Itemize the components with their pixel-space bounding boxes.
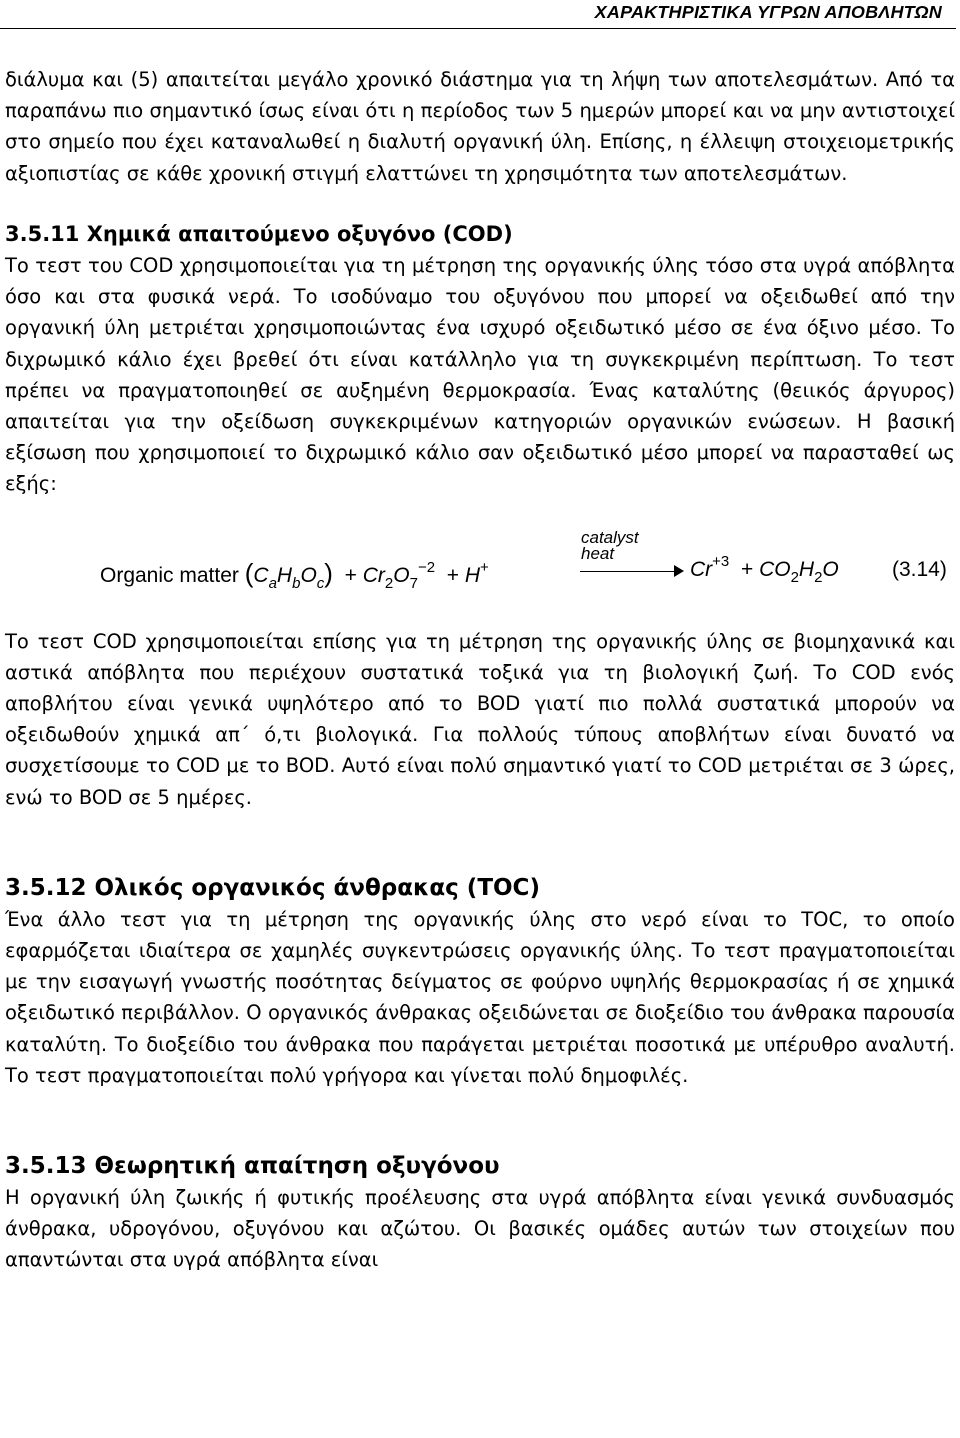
arrow-condition-heat: heat bbox=[581, 543, 615, 563]
arrow-condition-catalyst: catalyst bbox=[581, 527, 639, 547]
eq-plus-1: + bbox=[344, 563, 357, 587]
eq-rhs-cr: Cr bbox=[690, 557, 713, 581]
intro-paragraph: διάλυμα και (5) απαιτείται μεγάλο χρονικό διάστημα για τη λήψη των αποτελεσμάτων. Από τα παραπάνω πιο σημαντικό ίσως είναι ότι η περίοδος των 5 ημερών μπορεί και να μην αντιστοιχεί στο σημείο που έχει καταναλωθεί η διαλυτή οργανική ύλη. Επίσης, η έλλειψη στοιχειομετρικής αξιοπιστίας σε κάθε χρονική στιγμή ελαττώνει τη χρησιμότητα των αποτελεσμάτων. bbox=[5, 68, 955, 185]
eq-o: O bbox=[300, 563, 317, 587]
equation-lhs bbox=[100, 557, 489, 592]
cod-paragraph-2: Το τεστ COD χρησιμοποιείται επίσης για τη μέτρηση της οργανικής ύλης σε βιομηχανικά και αστικά απόβλητα που περιέχουν συστατικά τοξικά για τη βιολογική ζωή. Το COD ενός αποβλήτου είναι γενικά υψηλότερο από το BOD γιατί πιο πολλά συστατικά μπορούν να οξειδωθούν χημικά απ΄ ό,τι βιολογικά. Για πολλούς τύπους αποβλήτων είναι δυνατό να συσχετίσουμε το COD με το BOD. Αυτό είναι πολύ σημαντικό γιατί το COD μετριέται σε 3 ώρες, ενώ το BOD σε 5 ημέρες. bbox=[5, 629, 955, 809]
eq-sup-plus3: +3 bbox=[712, 552, 730, 570]
eq-cr: Cr bbox=[362, 563, 385, 587]
paren-close: ) bbox=[324, 557, 333, 588]
eq-plus-3: + bbox=[740, 557, 754, 581]
eq-rhs-o: O bbox=[822, 557, 839, 581]
arrow-head-icon bbox=[674, 565, 684, 577]
reaction-arrow bbox=[578, 524, 688, 584]
eq-sub-a: a bbox=[268, 574, 277, 592]
spacer bbox=[5, 189, 955, 219]
eq-rhs-h: H bbox=[798, 557, 815, 581]
page-header bbox=[0, 0, 956, 29]
equation-3-14 bbox=[5, 518, 955, 610]
spacer bbox=[5, 813, 955, 873]
equation-rhs bbox=[690, 552, 839, 586]
toc-paragraph: Ένα άλλο τεστ για τη μέτρηση της οργανικής ύλης στο νερό είναι το TOC, το οποίο εφαρμόζεται ιδιαίτερα σε χαμηλές συγκεντρώσεις οργανικής ύλης. Το τεστ πραγματοποιείται με την εισαγωγή γνωστής ποσότητας δείγματος σε φούρνο υψηλής θερμοκρασίας ή σε χημικά οξειδωτικό περιβάλλον. Ο οργανικός άνθρακας οξειδώνεται σε διοξείδιο του άνθρακα παρουσία καταλύτη. Το διοξείδιο του άνθρακα που παράγεται μετριέται ποσοτικά με υπέρυθρο αναλυτή. Το τεστ πραγματοποιείται πολύ γρήγορα και γίνεται πολύ δημοφιλές. bbox=[5, 907, 955, 1087]
page-body bbox=[5, 64, 955, 1276]
eq-sub-7: 7 bbox=[409, 574, 418, 592]
eq-h: H bbox=[276, 563, 293, 587]
section-heading-toc: 3.5.12 Ολικός οργανικός άνθρακας (TOC) bbox=[5, 874, 540, 901]
eq-plus-2: + bbox=[446, 563, 459, 587]
eq-sub-c: c bbox=[316, 574, 325, 592]
paren-open: ( bbox=[244, 557, 254, 588]
eq-sup-plus: + bbox=[480, 558, 489, 576]
section-heading-cod: 3.5.11 Χημικά απαιτούμενο οξυγόνο (COD) bbox=[5, 221, 513, 246]
cod-paragraph-1: Το τεστ του COD χρησιμοποιείται για τη μέτρηση της οργανικής ύλης τόσο στα υγρά απόβλητα όσο και στα φυσικά νερά. Το ισοδύναμο του οξυγόνου που μπορεί να οξειδωθεί από την οργανική ύλη μετριέται χρησιμοποιώντας ένα ισχυρό οξειδωτικό μέσο σε ένα όξινο μέσο. Το διχρωμικό κάλιο έχει βρεθεί ότι είναι κατάλληλο για τη συγκεκριμένη περίπτωση. Το τεστ πρέπει να πραγματοποιηθεί σε αυξημένη θερμοκρασία. Ένας καταλύτης (θειικός άργυρος) απαιτείται για την οξείδωση συγκεκριμένων κατηγοριών οργανικών ενώσεων. Η βασική εξίσωση που χρησιμοποιεί το διχρωμικό κάλιο σαν οξειδωτικό μέσο μπορεί να παρασταθεί ως εξής: bbox=[5, 254, 955, 496]
arrow-shaft bbox=[580, 571, 680, 572]
thod-paragraph: Η οργανική ύλη ζωικής ή φυτικής προέλευσης στα υγρά απόβλητα είναι γενικά συνδυασμός άνθρακα, υδρογόνου, οξυγόνου και αζώτου. Οι βασικές ομάδες αυτών των στοιχείων που απαντώνται στα υγρά απόβλητα είναι bbox=[5, 1186, 955, 1272]
eq-h2: H bbox=[464, 563, 480, 587]
eq-o2: O bbox=[393, 563, 410, 587]
eq-co: CO bbox=[759, 557, 791, 581]
eq-sub-co2: 2 bbox=[790, 568, 799, 586]
equation-number: (3.14) bbox=[892, 557, 947, 581]
spacer bbox=[5, 1091, 955, 1151]
eq-sub-2: 2 bbox=[384, 574, 394, 592]
section-heading-thod: 3.5.13 Θεωρητική απαίτηση οξυγόνου bbox=[5, 1153, 500, 1180]
eq-sub-h2: 2 bbox=[814, 568, 823, 586]
header-title: ΧΑΡΑΚΤΗΡΙΣΤΙΚΑ ΥΓΡΩΝ ΑΠΟΒΛΗΤΩΝ bbox=[594, 2, 942, 22]
eq-sup-minus2: −2 bbox=[417, 558, 436, 576]
eq-sub-b: b bbox=[292, 574, 301, 592]
equation-organic-label: Organic matter bbox=[100, 563, 239, 587]
eq-c: C bbox=[253, 563, 269, 587]
